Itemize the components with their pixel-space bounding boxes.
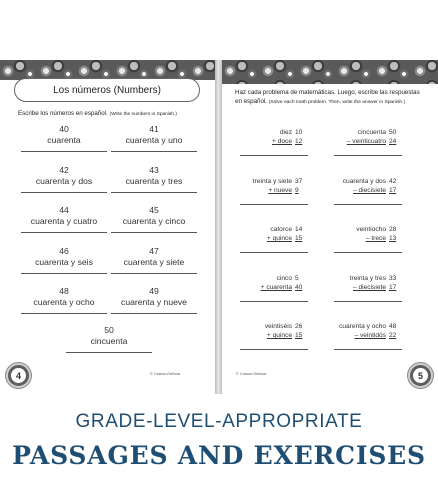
operand-row <box>334 225 402 234</box>
operand-word: cuarenta y ocho <box>339 323 386 330</box>
number-digits: 45 <box>149 205 159 215</box>
operand-word: treinta y tres <box>349 274 386 282</box>
math-problem <box>334 128 402 156</box>
operand-word: nueve <box>274 186 292 194</box>
operand-row <box>334 274 402 283</box>
operator-row <box>334 137 402 146</box>
answer-line[interactable] <box>240 301 308 302</box>
number-cell <box>65 325 153 353</box>
operand-number: 13 <box>389 235 397 242</box>
number-digits: 44 <box>59 205 69 215</box>
number-word: cuarenta y cinco <box>122 216 186 226</box>
page-number: 4 <box>11 368 26 383</box>
operand-word: cinco <box>276 274 292 282</box>
operand-row <box>334 177 402 186</box>
operand-word <box>240 234 295 243</box>
operand-number: 14 <box>295 226 303 233</box>
answer-line[interactable] <box>240 204 308 205</box>
instruction-text: Haz cada problema de matemáticas. Luego, escribe las respuestas en español. <box>235 89 420 105</box>
number-word: cuarenta y dos <box>35 175 93 186</box>
number-cell <box>20 246 108 274</box>
operand-word: diecisiete <box>358 186 386 194</box>
number-word: cuarenta y seis <box>35 256 93 267</box>
answer-line[interactable] <box>240 349 308 350</box>
page-title: Los números (Numbers) <box>53 84 161 96</box>
answer-line[interactable] <box>111 313 197 314</box>
math-problem <box>240 274 308 302</box>
number-cell <box>110 165 198 193</box>
number-word: cuarenta y uno <box>125 135 183 145</box>
page-title-box <box>14 78 200 102</box>
promo-banner <box>0 394 438 500</box>
answer-line[interactable] <box>240 252 308 253</box>
math-problem <box>240 322 308 350</box>
operand-number: 17 <box>389 186 397 194</box>
answer-line[interactable] <box>21 192 107 193</box>
answer-line[interactable] <box>66 352 152 353</box>
answer-line[interactable] <box>111 273 197 274</box>
math-problem <box>240 128 308 156</box>
operand-row <box>240 128 308 137</box>
number-cell <box>110 246 198 274</box>
operator-row <box>240 234 308 243</box>
operand-word: quince <box>272 332 292 339</box>
number-digits: 41 <box>149 124 159 134</box>
operand-word <box>334 234 389 243</box>
workbook-spread <box>0 60 438 394</box>
operand-number: 50 <box>389 129 397 136</box>
math-problem <box>334 274 402 302</box>
banner-headline: PASSAGES AND EXERCISES <box>12 441 426 470</box>
instruction-note: (Write the numbers in Spanish.) <box>109 112 177 117</box>
answer-line[interactable] <box>21 273 107 274</box>
left-instruction <box>18 110 177 117</box>
operand-word: cuarenta y dos <box>342 177 386 185</box>
operand-number: 15 <box>295 332 303 339</box>
operator-row <box>334 186 402 195</box>
operator-sign: – <box>365 235 370 242</box>
number-word: cuarenta y cuatro <box>30 216 98 226</box>
operator-sign: + <box>266 235 271 242</box>
instruction-text: Escribe los números en español. <box>18 110 108 117</box>
operand-word <box>240 331 295 340</box>
math-problem <box>240 225 308 253</box>
operand-word <box>240 137 295 146</box>
copyright: © Carson-Dellosa <box>150 372 181 376</box>
page-number: 5 <box>413 368 428 383</box>
number-word: cuarenta <box>47 135 81 145</box>
operand-word: cincuenta <box>357 129 386 136</box>
operand-number: 42 <box>389 177 397 185</box>
operator-row <box>240 137 308 146</box>
operator-sign: + <box>271 138 276 145</box>
operand-word <box>240 283 295 292</box>
instruction-note: (Solve each math problem. Then, write the answer in Spanish.) <box>268 99 406 105</box>
operand-word <box>334 331 389 340</box>
operator-row <box>334 234 402 243</box>
operand-number: 24 <box>389 138 397 145</box>
operand-word: veinticuatro <box>352 138 386 145</box>
operand-word: cuarenta <box>266 283 292 291</box>
number-digits: 49 <box>149 286 159 296</box>
number-word: cuarenta y tres <box>125 175 183 186</box>
operand-word: diecisiete <box>358 283 386 291</box>
number-word: cuarenta y siete <box>123 256 185 267</box>
number-word: cuarenta y nueve <box>121 297 187 307</box>
operator-sign: – <box>346 138 351 145</box>
operator-row <box>240 283 308 292</box>
answer-line[interactable] <box>334 301 402 302</box>
number-cell <box>110 124 198 152</box>
operator-row <box>334 283 402 292</box>
copyright: © Carson-Dellosa <box>236 372 267 376</box>
operand-number: 28 <box>389 226 397 233</box>
book-spine <box>215 60 222 394</box>
operator-row <box>334 331 402 340</box>
answer-line[interactable] <box>334 252 402 253</box>
answer-line[interactable] <box>21 313 107 314</box>
left-page <box>0 60 215 394</box>
operand-number: 10 <box>295 129 303 136</box>
answer-line[interactable] <box>21 232 107 233</box>
operand-word <box>334 186 389 195</box>
operand-word: veintiocho <box>356 226 386 233</box>
operand-word: trece <box>371 235 386 242</box>
operand-number: 33 <box>389 274 397 282</box>
decorative-band <box>0 60 215 80</box>
answer-line[interactable] <box>240 155 308 156</box>
answer-line[interactable] <box>21 151 107 152</box>
number-digits: 42 <box>59 164 69 175</box>
answer-line[interactable] <box>111 151 197 152</box>
operator-sign: + <box>268 186 273 194</box>
operator-sign: + <box>260 283 265 291</box>
answer-line[interactable] <box>334 349 402 350</box>
operand-word <box>334 283 389 292</box>
number-digits: 43 <box>149 164 159 175</box>
answer-line[interactable] <box>334 155 402 156</box>
decorative-band <box>222 60 438 84</box>
number-digits: 40 <box>59 124 69 134</box>
number-cell <box>20 286 108 314</box>
operator-row <box>240 331 308 340</box>
operand-word <box>240 186 295 195</box>
operand-word: quince <box>272 235 292 242</box>
answer-line[interactable] <box>334 204 402 205</box>
right-instruction <box>235 89 427 107</box>
number-cell <box>20 165 108 193</box>
operand-row <box>240 177 308 186</box>
operand-number: 26 <box>295 323 303 330</box>
operand-word: doce <box>277 138 292 145</box>
page-number-badge <box>6 363 31 388</box>
operand-number: 12 <box>295 138 303 145</box>
answer-line[interactable] <box>111 232 197 233</box>
math-problem <box>334 225 402 253</box>
number-digits: 47 <box>149 245 159 256</box>
number-cell <box>110 286 198 314</box>
operand-number: 15 <box>295 235 303 242</box>
number-cell <box>20 205 108 233</box>
operand-number: 40 <box>295 283 303 291</box>
operand-word: diez <box>279 129 292 136</box>
operand-number: 17 <box>389 283 397 291</box>
operand-number: 37 <box>295 177 303 185</box>
right-page <box>222 60 438 394</box>
page-number-badge <box>408 363 433 388</box>
operand-row <box>240 225 308 234</box>
number-cell <box>20 124 108 152</box>
operand-row <box>240 274 308 283</box>
number-digits: 48 <box>59 286 69 296</box>
operand-row <box>334 322 402 331</box>
math-problem <box>334 322 402 350</box>
operand-number: 48 <box>389 323 397 330</box>
number-digits: 50 <box>104 325 114 335</box>
number-word: cuarenta y ocho <box>33 297 95 307</box>
operand-row <box>334 128 402 137</box>
operand-number: 5 <box>295 274 299 282</box>
operand-word <box>334 137 389 146</box>
operand-word: veintidós <box>359 332 386 339</box>
operator-sign: – <box>352 283 357 291</box>
operand-number: 22 <box>389 332 397 339</box>
operand-word: catorce <box>270 226 292 233</box>
math-problem <box>334 177 402 205</box>
number-cell <box>110 205 198 233</box>
banner-line-1: GRADE-LEVEL-APPROPRIATE <box>75 411 363 432</box>
operand-row <box>240 322 308 331</box>
number-word: cincuenta <box>90 336 128 346</box>
math-problem <box>240 177 308 205</box>
number-digits: 46 <box>59 245 69 256</box>
operand-word: treinta y siete <box>252 177 292 185</box>
operator-sign: – <box>354 332 359 339</box>
answer-line[interactable] <box>111 192 197 193</box>
operator-sign: + <box>266 332 271 339</box>
operand-number: 9 <box>295 186 299 194</box>
operand-word: veintiséis <box>264 323 292 330</box>
operator-sign: – <box>352 186 357 194</box>
operator-row <box>240 186 308 195</box>
